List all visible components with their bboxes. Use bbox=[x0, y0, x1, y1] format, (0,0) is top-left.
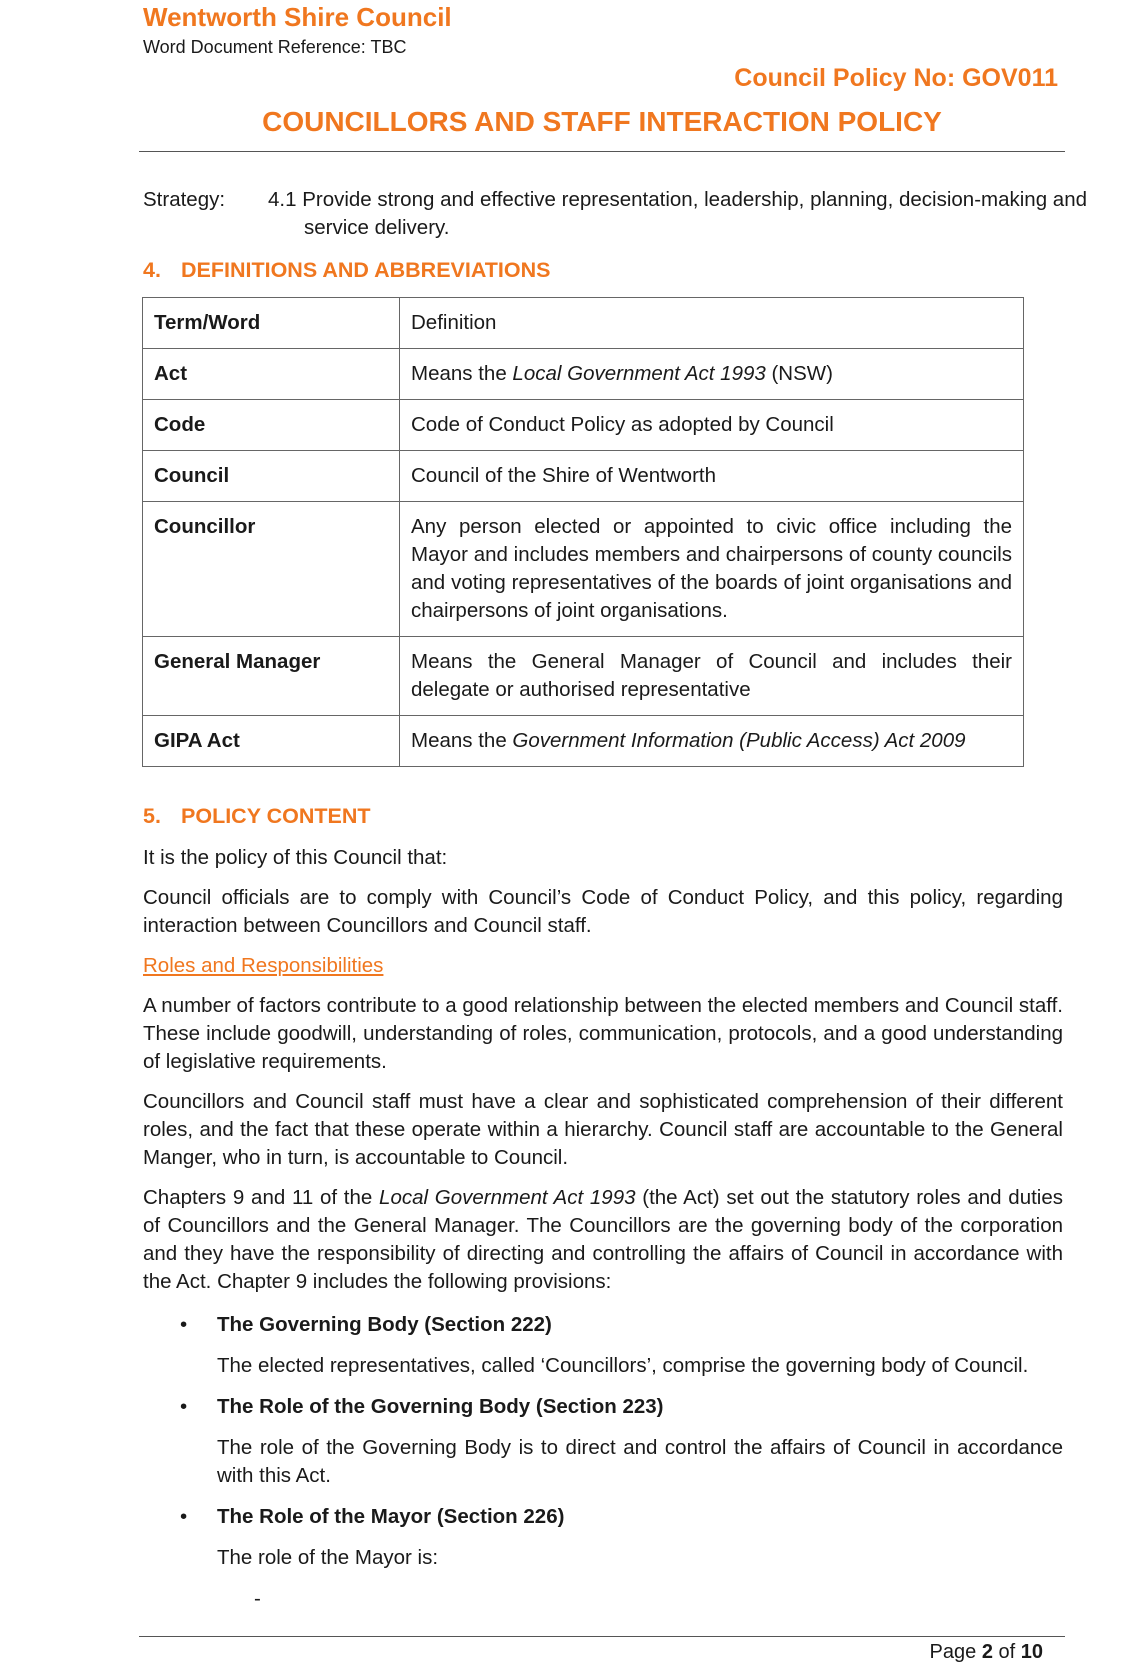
act-name-italic: Local Government Act 1993 bbox=[379, 1186, 636, 1209]
roles-responsibilities-subheading: Roles and Responsibilities bbox=[143, 954, 384, 977]
policy-number: Council Policy No: GOV011 bbox=[734, 64, 1058, 92]
page-current: 2 bbox=[981, 1641, 993, 1663]
bullet-text-role-mayor: The role of the Mayor is: bbox=[217, 1546, 439, 1569]
definition-text: Means the bbox=[411, 729, 513, 752]
bullet-marker: • bbox=[180, 1313, 188, 1336]
definition-italic: Government Information (Public Access) Act 2009 bbox=[512, 729, 966, 752]
paragraph-code-compliance: Council officials are to comply with Council’s Code of Conduct Policy, and this policy, regarding interaction between Councillors and Council staff. bbox=[143, 886, 1063, 937]
bullet-marker: • bbox=[180, 1395, 188, 1418]
bullet-heading-governing-body: The Governing Body (Section 222) bbox=[217, 1313, 552, 1336]
section-4-number: 4. bbox=[143, 258, 161, 282]
definition-cell: Code of Conduct Policy as adopted by Council bbox=[400, 400, 1024, 451]
table-header-definition: Definition bbox=[400, 298, 1024, 349]
bullet-heading-role-mayor: The Role of the Mayor (Section 226) bbox=[217, 1505, 565, 1528]
definitions-table bbox=[142, 297, 1024, 767]
term-cell: GIPA Act bbox=[143, 716, 400, 767]
paragraph-relationship-factors: A number of factors contribute to a good relationship between the elected members and Council staff. These include goodwill, understanding of roles, communication, protocols, and a good understanding of legislative requirements. bbox=[143, 994, 1063, 1073]
definition-cell: Council of the Shire of Wentworth bbox=[400, 451, 1024, 502]
table-row bbox=[143, 502, 1024, 637]
term-cell: Code bbox=[143, 400, 400, 451]
term-cell: Act bbox=[143, 349, 400, 400]
bullet-heading-role-governing-body: The Role of the Governing Body (Section 223) bbox=[217, 1395, 664, 1418]
page-label: Page bbox=[929, 1641, 977, 1663]
table-row bbox=[143, 400, 1024, 451]
bullet-text-governing-body: The elected representatives, called ‘Councillors’, comprise the governing body of Council. bbox=[217, 1354, 1029, 1377]
term-cell: Councillor bbox=[143, 502, 400, 637]
section-4-title: DEFINITIONS AND ABBREVIATIONS bbox=[181, 258, 551, 282]
definition-cell bbox=[400, 349, 1024, 400]
table-row bbox=[143, 716, 1024, 767]
paragraph-text-after: (the Act) set out the statutory roles and duties of Councillors and the General Manager. The Councillors are the governing body of the corporation and they have the responsibility of directing and controlling the affairs of Council in accordance with the Act. Chapter 9 includes the following provisions: bbox=[143, 1186, 1064, 1293]
table-row bbox=[143, 451, 1024, 502]
definition-cell: Means the General Manager of Council and includes their delegate or authorised representative bbox=[400, 637, 1024, 716]
definition-text: Means the bbox=[411, 362, 513, 385]
organisation-name: Wentworth Shire Council bbox=[143, 2, 452, 32]
paragraph-statutory-roles bbox=[143, 1184, 1063, 1296]
strategy-text: 4.1 Provide strong and effective representation, leadership, planning, decision-making and service delivery. bbox=[268, 188, 1087, 239]
table-header-row bbox=[143, 298, 1024, 349]
page-number bbox=[930, 1638, 1043, 1666]
list-dash: - bbox=[254, 1587, 261, 1610]
header-divider bbox=[139, 151, 1065, 152]
paragraph-text: Chapters 9 and 11 of the bbox=[143, 1186, 380, 1209]
term-cell: Council bbox=[143, 451, 400, 502]
paragraph-roles-hierarchy: Councillors and Council staff must have a clear and sophisticated comprehension of their different roles, and the fact that these operate within a hierarchy. Council staff are accountable to the General Manger, who in turn, is accountable to Council. bbox=[143, 1090, 1063, 1169]
section-5-heading bbox=[143, 802, 371, 830]
section-4-heading bbox=[143, 256, 551, 284]
definition-italic: Local Government Act 1993 bbox=[512, 362, 766, 385]
definition-text-after: (NSW) bbox=[765, 362, 833, 385]
strategy-label: Strategy: bbox=[143, 188, 226, 211]
bullet-text-role-governing-body: The role of the Governing Body is to direct and control the affairs of Council in accordance with this Act. bbox=[217, 1436, 1063, 1487]
document-reference: Word Document Reference: TBC bbox=[143, 37, 407, 57]
section-5-title: POLICY CONTENT bbox=[181, 804, 371, 828]
footer-divider bbox=[139, 1636, 1065, 1637]
term-cell: General Manager bbox=[143, 637, 400, 716]
policy-title: COUNCILLORS AND STAFF INTERACTION POLICY bbox=[262, 106, 942, 137]
policy-intro: It is the policy of this Council that: bbox=[143, 846, 448, 869]
table-row bbox=[143, 349, 1024, 400]
table-header-term: Term/Word bbox=[143, 298, 400, 349]
bullet-marker: • bbox=[180, 1505, 188, 1528]
page-total: 10 bbox=[1020, 1641, 1043, 1663]
definition-cell bbox=[400, 716, 1024, 767]
definition-cell: Any person elected or appointed to civic office including the Mayor and includes members and chairpersons of county councils and voting representatives of the boards of joint organisations and chairpersons of joint organisations. bbox=[400, 502, 1024, 637]
table-row bbox=[143, 637, 1024, 716]
section-5-number: 5. bbox=[143, 804, 161, 828]
page-of: of bbox=[998, 1641, 1016, 1663]
